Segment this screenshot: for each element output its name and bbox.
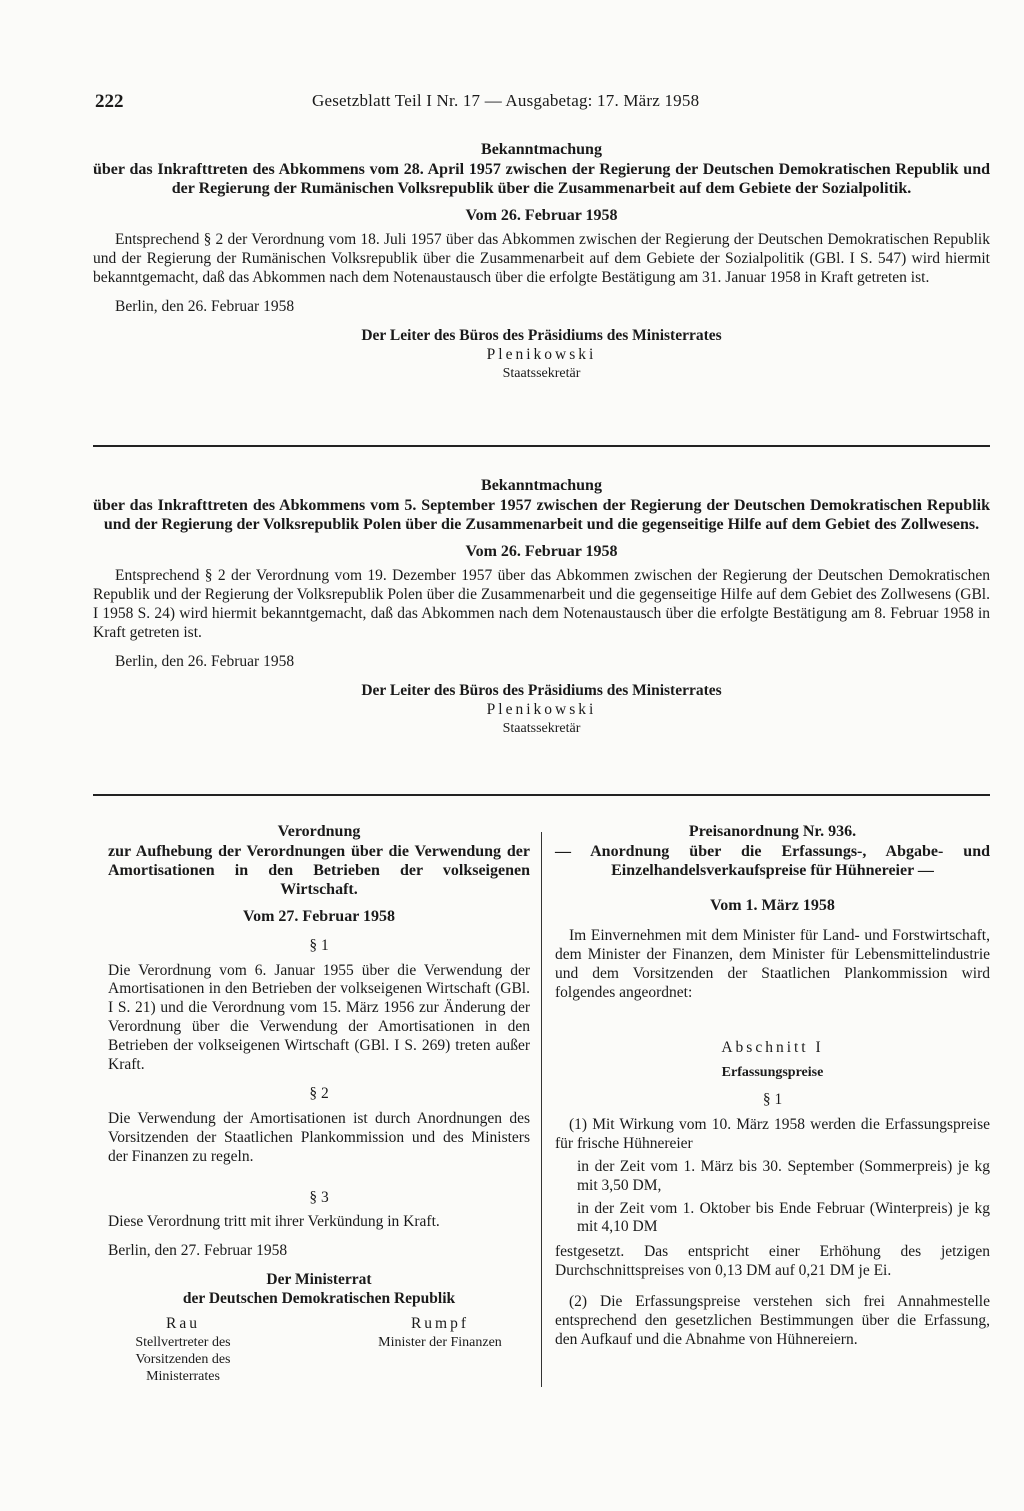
divider-rule-1 <box>93 445 990 447</box>
notice-2 <box>93 476 990 737</box>
notice-2-signer-office: Der Leiter des Büros des Präsidiums des Ministerrates <box>361 681 722 699</box>
notice-2-body: Entsprechend § 2 der Verordnung vom 19. Dezember 1957 über das Abkommen zwischen der Regierung der Deutschen Demokratischen Republik und der Regierung der Volksrepublik Polen über die Zusammenarbeit und die gegenseitige Hilfe auf dem Gebiet des Zollwesens (GBl. I 1958 S. 24) wird hiermit bekanntgemacht, daß das Abkommen nach dem Notenaustausch über die erfolgte Bestätigung am 8. Februar 1958 in Kraft getreten ist. <box>93 567 990 642</box>
preisanordnung-p1-end: festgesetzt. Das entspricht einer Erhöhung des jetzigen Durchschnittspreises von 0,13 DM auf 0,21 DM je Ei. <box>555 1243 990 1280</box>
preisanordnung-intro: Im Einvernehmen mit dem Minister für Land- und Forstwirtschaft, dem Minister der Finanzen, dem Minister für Lebensmittelindustrie und dem Vorsitzenden der Staatlichen Plankommission wird folgendes angeordnet: <box>555 927 990 1002</box>
section-text: Diese Verordnung tritt mit ihrer Verkündung in Kraft. <box>108 1213 440 1231</box>
notice-2-heading: Bekanntmachung <box>481 477 602 494</box>
preisanordnung-section-symbol: § 1 <box>762 1091 783 1109</box>
section-symbol: § 3 <box>309 1188 329 1206</box>
notice-1-place-date: Berlin, den 26. Februar 1958 <box>115 298 295 316</box>
section-text: Die Verwendung der Amortisationen ist durch Anordnungen des Vorsitzenden der Staatlichen Plankommission und des Ministers der Finanzen zu regeln. <box>108 1109 530 1165</box>
notice-2-date: Vom 26. Februar 1958 <box>465 542 618 560</box>
notice-2-signer-role: Staatssekretär <box>502 720 581 736</box>
signer-left-name: Rau <box>166 1315 200 1333</box>
verordnung-heading: Verordnung <box>277 823 361 840</box>
notice-1 <box>93 140 990 382</box>
verordnung-date: Vom 27. Februar 1958 <box>243 908 395 926</box>
section-text: Die Verordnung vom 6. Januar 1955 über die Verwendung der Amortisationen in den Betrieben der volkseigenen Wirtschaft (GBl. I S. 21) und die Verordnung vom 15. März 1956 zur Änderung der Verordnung über die Verwendung der Amortisationen in den Betrieben der volkseigenen Wirtschaft (GBl. I S. 269) treten außer Kraft. <box>108 961 530 1074</box>
preisanordnung-subtitle: — Anordnung über die Erfassungs-, Abgabe- und Einzelhandelsverkaufspreise für Hühnereier — <box>555 842 990 879</box>
preisanordnung-p2: (2) Die Erfassungspreise verstehen sich frei Annahmestelle entsprechend den gesetzlichen Bestimmungen über die Erfassung, den Aufkauf und die Abnahme von Hühnereiern. <box>555 1293 990 1348</box>
notice-1-subtitle: über das Inkrafttreten des Abkommens vom 28. April 1957 zwischen der Regierung der Deutschen Demokratischen Republik und der Regierung der Rumänischen Volksrepublik über die Zusammenarbeit auf dem Gebiete der Sozialpolitik. <box>93 160 990 197</box>
notice-1-signer-office: Der Leiter des Büros des Präsidiums des Ministerrates <box>361 327 722 345</box>
signer-right-role: Minister der Finanzen <box>378 1335 502 1350</box>
notice-1-date: Vom 26. Februar 1958 <box>465 206 618 224</box>
preisanordnung-heading: Preisanordnung Nr. 936. <box>688 823 857 840</box>
preisanordnung-date: Vom 1. März 1958 <box>710 896 835 914</box>
signer-left-role: Stellvertreter des Vorsitzenden des Ministerrates <box>135 1335 231 1385</box>
section-symbol: § 2 <box>309 1084 329 1102</box>
section-symbol: § 1 <box>309 936 329 954</box>
verordnung-place-date: Berlin, den 27. Februar 1958 <box>108 1242 288 1260</box>
notice-1-signer-name: Plenikowski <box>486 345 597 363</box>
preisanordnung-p1-summer: in der Zeit vom 1. März bis 30. September (Sommerpreis) je kg mit 3,50 DM, <box>577 1157 990 1194</box>
part-subtitle: Erfassungspreise <box>721 1064 824 1080</box>
verordnung-signer-body-2: der Deutschen Demokratischen Republik <box>182 1290 456 1308</box>
preisanordnung-p1: (1) Mit Wirkung vom 10. März 1958 werden die Erfassungspreise für frische Hühnereier <box>555 1115 990 1152</box>
notice-2-subtitle: über das Inkrafttreten des Abkommens vom 5. September 1957 zwischen der Regierung der Deutschen Demokratischen Republik und der Regierung der Volksrepublik Polen über die Zusammenarbeit und die gegenseitige Hilfe auf dem Gebiet des Zollwesens. <box>93 496 990 533</box>
signer-right-name: Rumpf <box>410 1315 470 1333</box>
notice-1-heading: Bekanntmachung <box>481 141 602 158</box>
notice-2-signer-name: Plenikowski <box>486 700 597 718</box>
verordnung-signatures <box>108 1315 530 1385</box>
preisanordnung-column <box>555 822 990 1350</box>
notice-1-signer-role: Staatssekretär <box>502 365 581 381</box>
running-title: Gesetzblatt Teil I Nr. 17 — Ausgabetag: 17. März 1958 <box>312 91 700 110</box>
part-title: Abschnitt I <box>721 1039 824 1057</box>
divider-rule-2 <box>93 794 990 796</box>
signer-right <box>350 1315 530 1385</box>
preisanordnung-p1-winter: in der Zeit vom 1. Oktober bis Ende Februar (Winterpreis) je kg mit 4,10 DM <box>577 1199 990 1236</box>
column-divider <box>541 832 542 1387</box>
signer-left <box>108 1315 258 1385</box>
notice-2-place-date: Berlin, den 26. Februar 1958 <box>115 653 295 671</box>
verordnung-subtitle: zur Aufhebung der Verordnungen über die Verwendung der Amortisationen in den Betrieben der volkseigenen Wirtschaft. <box>108 842 530 898</box>
notice-1-body: Entsprechend § 2 der Verordnung vom 18. Juli 1957 über das Abkommen zwischen der Regierung der Deutschen Demokratischen Republik und der Regierung der Rumänischen Volksrepublik über die Zusammenarbeit auf dem Gebiete der Sozialpolitik (GBl. I S. 547) wird hiermit bekanntgemacht, daß das Abkommen nach dem Notenaustausch über die erfolgte Bestätigung am 31. Januar 1958 in Kraft getreten ist. <box>93 231 990 287</box>
page-number: 222 <box>95 91 124 112</box>
verordnung-signer-body-1: Der Ministerrat <box>266 1271 372 1289</box>
verordnung-column <box>108 822 530 1385</box>
